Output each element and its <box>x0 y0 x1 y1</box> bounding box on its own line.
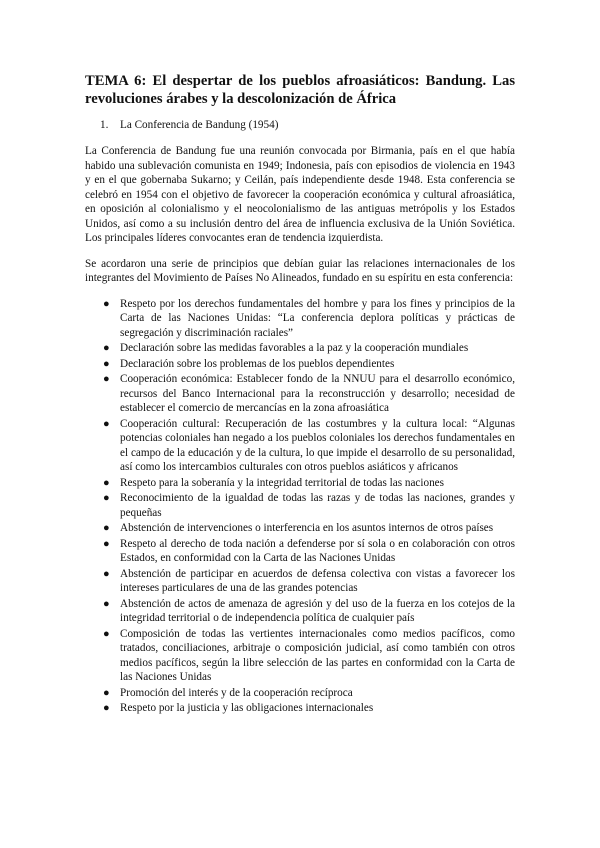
principle-text: Respeto para la soberanía y la integridad territorial de todas las naciones <box>120 476 445 489</box>
principle-item <box>85 491 515 520</box>
principle-item <box>85 417 515 475</box>
principle-item <box>85 537 515 566</box>
bullet-icon: ● <box>103 702 110 714</box>
document-page <box>85 72 515 717</box>
principle-text: Reconocimiento de la igualdad de todas las razas y de todas las naciones, grandes y pequeñas <box>120 492 515 519</box>
bullet-icon: ● <box>103 492 110 504</box>
principle-item <box>85 357 515 372</box>
section-heading <box>85 118 515 132</box>
principle-item <box>85 686 515 701</box>
principle-text: Abstención de intervenciones o interferencia en los asuntos internos de otros países <box>120 522 494 534</box>
principle-text: Cooperación cultural: Recuperación de las costumbres y la cultura local: “Algunas potencias coloniales han negado a los pueblos coloniales los derechos fundamentales en el campo de la educación y de la cultura, lo que impide el desarrollo de su personalidad, así como los intercambios culturales con otros pueblos asiáticos y africanos <box>120 417 515 473</box>
principle-text: Declaración sobre las medidas favorables a la paz y la cooperación mundiales <box>120 342 469 354</box>
bullet-icon: ● <box>103 686 110 699</box>
bullet-icon: ● <box>103 342 110 354</box>
bullet-icon: ● <box>103 522 110 534</box>
principle-item <box>85 701 515 716</box>
principle-text: Respeto por los derechos fundamentales del hombre y para los fines y principios de la Carta de las Naciones Unidas: “La conferencia deplora políticas y prácticas de segregación y discriminación raciales” <box>120 297 515 339</box>
principle-text: Promoción del interés y de la cooperación recíproca <box>120 686 353 699</box>
principle-item <box>85 341 515 356</box>
principles-intro-paragraph: Se acordaron una serie de principios que debían guiar las relaciones internacionales de los integrantes del Movimiento de Países No Alineados, fundado en su espíritu en esta conferencia: <box>85 257 515 284</box>
principle-item <box>85 372 515 416</box>
principle-text: Composición de todas las vertientes internacionales como medios pacíficos, como tratados, conciliaciones, arbitraje o composición judicial, así como también con otros medios pacíficos, según la libre selección de las partes en conformidad con la Carta de las Naciones Unidas <box>120 627 515 683</box>
principle-text: Respeto al derecho de toda nación a defenderse por sí sola o en colaboración con otros Estados, en conformidad con la Carta de las Naciones Unidas <box>120 537 515 564</box>
principle-text: Declaración sobre los problemas de los pueblos dependientes <box>120 357 395 370</box>
principle-text: Cooperación económica: Establecer fondo de la NNUU para el desarrollo económico, recursos del Banco Internacional para la reconstrucción y desarrollo; necesidad de establecer el comercio de mercancías en la zona afroasiática <box>120 373 515 414</box>
principles-list <box>85 297 515 716</box>
bullet-icon: ● <box>103 357 110 370</box>
principle-item <box>85 627 515 685</box>
bullet-icon: ● <box>103 537 110 550</box>
bullet-icon: ● <box>103 417 110 430</box>
principle-item <box>85 297 515 341</box>
section-heading-text: La Conferencia de Bandung (1954) <box>120 119 279 131</box>
bullet-icon: ● <box>103 373 110 385</box>
document-title: TEMA 6: El despertar de los pueblos afroasiáticos: Bandung. Las revoluciones árabes y la descolonización de África <box>85 73 515 107</box>
bullet-icon: ● <box>103 297 110 310</box>
principle-item <box>85 567 515 596</box>
bullet-icon: ● <box>103 476 110 489</box>
bullet-icon: ● <box>103 567 110 580</box>
intro-paragraph: La Conferencia de Bandung fue una reunión convocada por Birmania, país en el que había habido una sublevación comunista en 1949; Indonesia, país con episodios de violencia en 1943 y en el que gobernaba Sukarno; y Ceilán, país independiente desde 1948. Esta conferencia se celebró en 1954 con el objetivo de favorecer la cooperación económica y cultural afroasiática, en oposición al colonialismo y el neocolonialismo de las antiguas metrópolis y los Estados Unidos, así como a su inclusión dentro del área de influencia exclusiva de la Unión Soviética. Los principales líderes convocantes eran de tendencia izquierdista. <box>85 145 515 244</box>
principle-text: Abstención de participar en acuerdos de defensa colectiva con vistas a favorecer los intereses particulares de una de las grandes potencias <box>120 567 515 594</box>
principle-text: Abstención de actos de amenaza de agresión y del uso de la fuerza en los cotejos de la integridad territorial o de independencia política de cualquier país <box>120 597 515 624</box>
principle-text: Respeto por la justicia y las obligaciones internacionales <box>120 702 374 714</box>
principle-item <box>85 476 515 491</box>
principle-item <box>85 597 515 626</box>
bullet-icon: ● <box>103 597 110 610</box>
section-number: 1. <box>100 119 109 131</box>
bullet-icon: ● <box>103 627 110 640</box>
principle-item <box>85 521 515 536</box>
